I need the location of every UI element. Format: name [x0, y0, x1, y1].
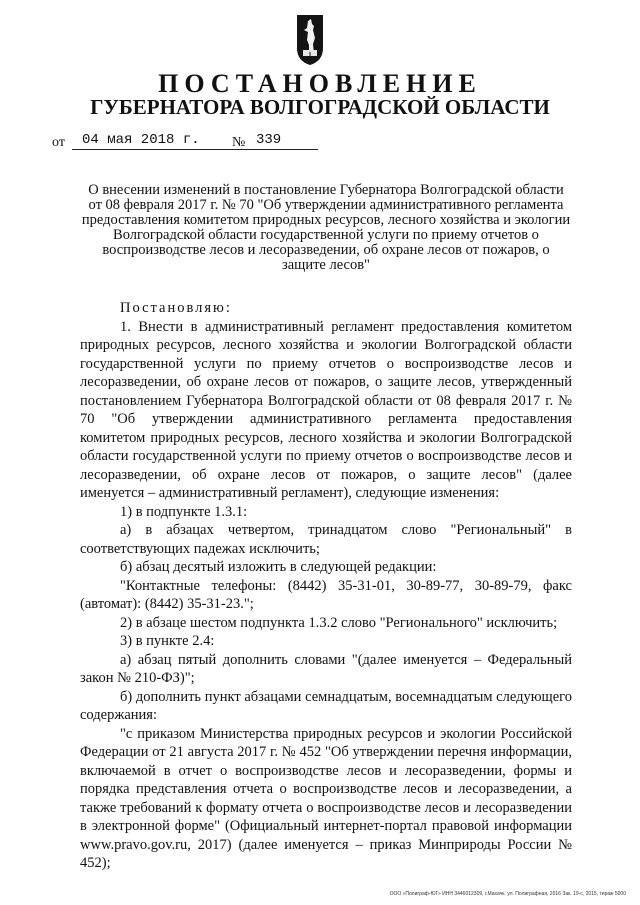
document-subject: О внесении изменений в постановление Губернатора Волгоградской области от 08 февраля 2017 г. № 70 "Об утверждении административного регламента предоставления комитетом природных ресурсов, лесного хозяйства и экологии Волгоградской области государственной услуги по приему отчетов о воспроизводстве лесов и лесоразведении, об охране лесов от пожаров, о защите лесов": [81, 182, 571, 273]
coat-of-arms-icon: [296, 14, 324, 66]
paragraph: а) в абзацах четвертом, тринадцатом слово "Региональный" в соответствующих падежах исключить;: [80, 522, 572, 557]
document-number: 339: [256, 132, 282, 148]
resolve-statement: Постановляю:: [120, 300, 232, 316]
paragraph: "Контактные телефоны: (8442) 35-31-01, 30-89-77, 30-89-79, факс (автомат): (8442) 35-31-23.";: [80, 577, 572, 612]
number-underline: [248, 149, 318, 150]
paragraph: "с приказом Министерства природных ресурсов и экологии Российской Федерации от 21 августа 2017 г. № 452 "Об утверждении перечня информации, включаемой в отчет о воспроизводстве лесов и лесоразведении, формы и порядка представления отчета о воспроизводстве лесов и лесоразведении, а также требований к формату отчета о воспроизводстве лесов и лесоразведении в электронной форме" (Официальный интернет-портал правовой информации www.pravo.gov.ru, 2017) (далее именуется – приказ Минприроды России № 452);: [80, 725, 572, 871]
document-title: ПОСТАНОВЛЕНИЕ: [158, 69, 482, 98]
document-date: 04 мая 2018 г.: [82, 132, 200, 148]
paragraph: а) абзац пятый дополнить словами "(далее именуется – Федеральный закон № 210-ФЗ)";: [80, 651, 572, 686]
paragraph: 3) в пункте 2.4:: [120, 633, 215, 649]
document-subtitle: ГУБЕРНАТОРА ВОЛГОГРАДСКОЙ ОБЛАСТИ: [90, 95, 550, 119]
paragraph: б) дополнить пункт абзацами семнадцатым, восемнадцатым следующего содержания:: [80, 688, 572, 723]
document-body: [80, 299, 572, 873]
paragraph: 1. Внести в административный регламент предоставления комитетом природных ресурсов, лесного хозяйства и экологии Волгоградской области государственной услуги по приему отчетов о воспроизводстве лесов и лесоразведении, об охране лесов от пожаров, о защите лесов, утвержденный постановлением Губернатора Волгоградской области от 08 февраля 2017 г. № 70 "Об утверждении административного регламента предоставления комитетом природных ресурсов, лесного хозяйства и экологии Волгоградской области государственной услуги по приему отчетов о воспроизводстве лесов и лесоразведении, об охране лесов от пожаров, о защите лесов" (далее именуется – административный регламент), следующие изменения:: [80, 318, 572, 501]
paragraph: б) абзац десятый изложить в следующей редакции:: [120, 559, 437, 575]
print-footer: ООО «Полиграф-ЮГ» ИНН 3446012309, г.Махачк. ул. Полиграфная, 2016 Зак. 19-с, 2015, тираж 5000: [389, 891, 626, 897]
paragraph: 1) в подпункте 1.3.1:: [120, 503, 248, 520]
date-prefix: от: [52, 135, 65, 150]
number-label: №: [232, 135, 246, 150]
paragraph: 2) в абзаце шестом подпункта 1.3.2 слово "Регионального" исключить;: [120, 614, 558, 631]
